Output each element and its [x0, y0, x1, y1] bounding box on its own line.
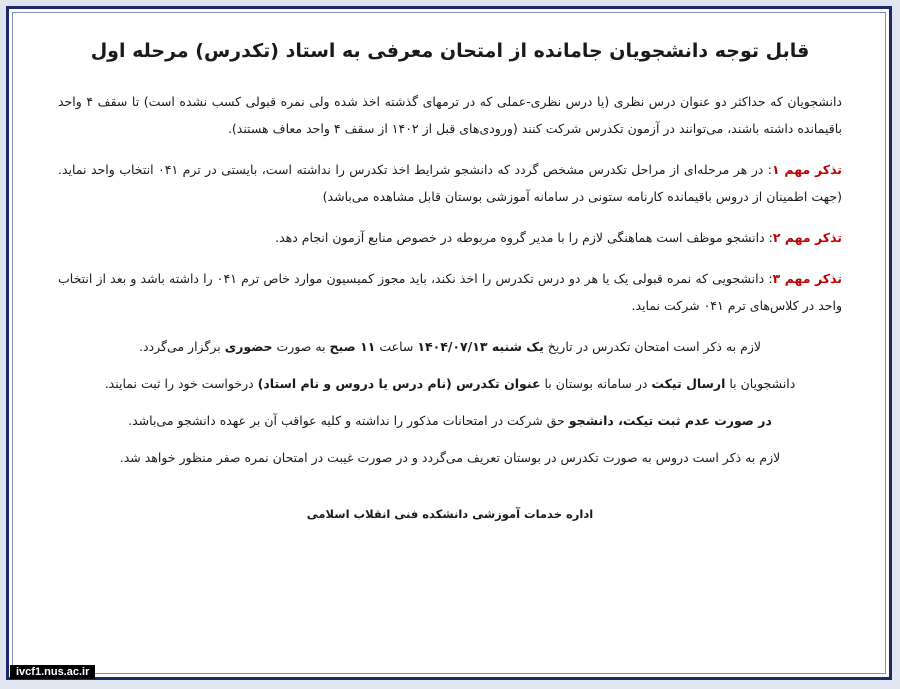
- ticket-text-2: در سامانه بوستان با: [540, 376, 652, 391]
- note-2: [58, 224, 842, 251]
- note-3-label: تذکر مهم ۳: [772, 271, 842, 286]
- note-3: [58, 265, 842, 319]
- announcement-title: قابل توجه دانشجویان جامانده از امتحان معرفی به استاد (تکدرس) مرحله اول: [90, 40, 810, 62]
- signature: اداره خدمات آموزشی دانشکده فنی انقلاب اسلامی: [306, 507, 594, 521]
- ticket-text-1: دانشجویان با: [725, 376, 796, 391]
- ticket-subject: عنوان تکدرس (نام درس یا دروس و نام استاد): [257, 376, 541, 391]
- announcement-body: [58, 36, 842, 659]
- ticket-warning: [58, 407, 842, 434]
- note-1: [58, 156, 842, 210]
- exam-mode: حضوری: [224, 339, 273, 354]
- absence-note: لازم به ذکر است دروس به صورت تکدرس در بوستان تعریف می‌گردد و در صورت غیبت در امتحان نمره صفر منظور خواهد شد.: [119, 450, 781, 465]
- exam-schedule: [58, 333, 842, 360]
- exam-time: ۱۱ صبح: [329, 339, 376, 354]
- schedule-text-2: ساعت: [375, 339, 418, 354]
- schedule-text-1: لازم به ذکر است امتحان تکدرس در تاریخ: [543, 339, 761, 354]
- warning-rest: حق شرکت در امتحانات مذکور را نداشته و کلیه عواقب آن بر عهده دانشجو می‌باشد.: [128, 413, 569, 428]
- ticket-instructions: [58, 370, 842, 397]
- warning-bold: در صورت عدم ثبت تیکت، دانشجو: [568, 413, 772, 428]
- ticket-text-3: درخواست خود را ثبت نمایند.: [104, 376, 258, 391]
- note-1-label: تذکر مهم ۱: [771, 162, 842, 177]
- site-url-tag: ivcf1.nus.ac.ir: [10, 665, 95, 679]
- ticket-send: ارسال تیکت: [651, 376, 726, 391]
- note-2-label: تذکر مهم ۲: [772, 230, 842, 245]
- intro-paragraph: دانشجویان که حداکثر دو عنوان درس نظری (یا درس نظری-عملی که در ترمهای گذشته اخذ شده ولی نمره قبولی کسب نشده است) تا سقف ۴ واحد باقیمانده داشته باشند، می‌توانند در آزمون تکدرس شرکت کنند (ورودی‌های قبل از ۱۴۰۲ از سقف ۴ واحد معاف هستند).: [58, 94, 842, 136]
- exam-date: یک شنبه ۱۴۰۴/۰۷/۱۳: [417, 339, 544, 354]
- note-2-text: : دانشجو موظف است هماهنگی لازم را با مدیر گروه مربوطه در خصوص منابع آزمون انجام دهد.: [275, 230, 773, 245]
- schedule-text-4: برگزار می‌گردد.: [138, 339, 225, 354]
- schedule-text-3: به صورت: [272, 339, 330, 354]
- note-1-text: : در هر مرحله‌ای از مراحل تکدرس مشخص گردد که دانشجو شرایط اخذ تکدرس را نداشته است، بایستی در ترم ۰۴۱ انتخاب واحد نماید. (جهت اطمینان از دروس باقیمانده کارنامه ستونی در سامانه آموزشی بوستان قابل مشاهده می‌باشد): [58, 162, 842, 204]
- note-3-text: : دانشجویی که نمره قبولی یک یا هر دو درس تکدرس را اخذ نکند، باید مجوز کمیسیون موارد خاص ترم ۰۴۱ را داشته باشد و بعد از انتخاب واحد در کلاس‌های ترم ۰۴۱ شرکت نماید.: [58, 271, 842, 313]
